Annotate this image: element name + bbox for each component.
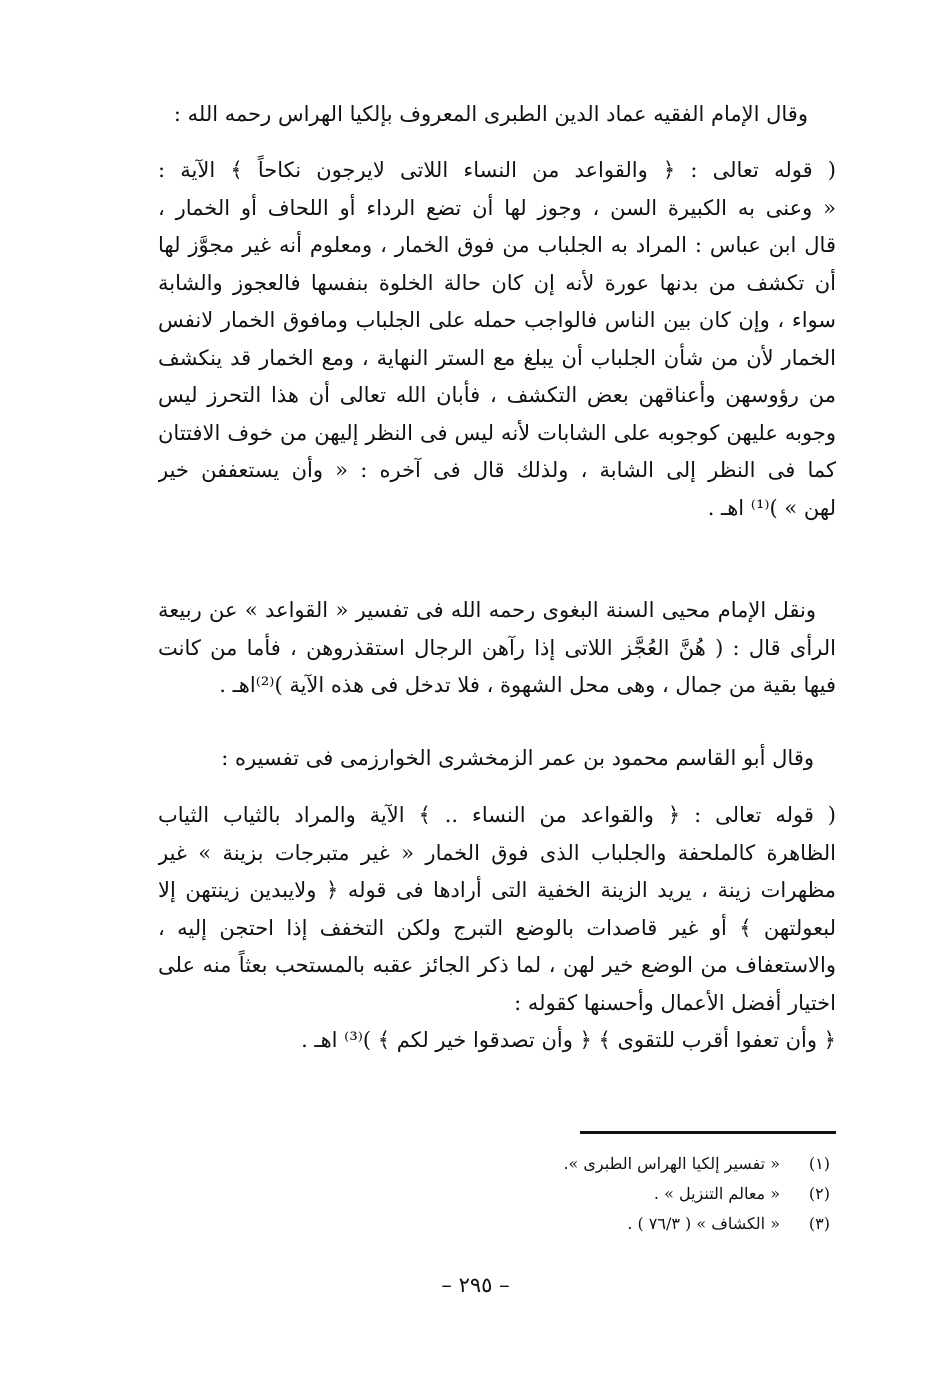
paragraph-zamakhshari-quote	[158, 797, 836, 1060]
text-line: وقال أبو القاسم محمود بن عمر الزمخشرى الخوارزمى فى تفسيره :	[221, 746, 814, 770]
text-line: كما فى النظر إلى الشابة ، ولذلك قال فى آخره : « وأن يستعففن خير	[158, 458, 836, 482]
footnote-number: (١)	[808, 1153, 830, 1173]
paragraph-harras-quote	[158, 152, 836, 527]
text-line: ( قوله تعالى : ﴿ والقواعد من النساء اللاتى لايرجون نكاحاً ﴾ الآية :	[158, 158, 836, 182]
text-line: مظهرات زينة ، يريد الزينة الخفية التى أرادها فى قوله ﴿ ولايبدين زينتهن إلا	[158, 878, 836, 902]
text-line: ﴿ وأن تعفوا أقرب للتقوى ﴾ ﴿ وأن تصدقوا خير لكم ﴾ )⁽³⁾ اهـ .	[301, 1028, 836, 1052]
footnote-text: « الكشاف » ( ٧٦/٣ ) .	[627, 1213, 780, 1233]
text-line: لهن » )⁽¹⁾ اهـ .	[707, 495, 836, 520]
footnote-item	[400, 1178, 830, 1208]
paragraph-baghawi	[158, 592, 836, 705]
text-line: الرأى قال : ( هُنَّ العُجَّز اللاتى إذا رآهن الرجال استقذروهن ، فأما من كانت	[158, 635, 836, 660]
footnote-item	[400, 1208, 830, 1238]
text-line: فيها بقية من جمال ، وهى محل الشهوة ، فلا تدخل فى هذه الآية )⁽²⁾اهـ .	[219, 673, 836, 697]
text-line: الظاهرة كالملحفة والجلباب الذى فوق الخمار « غير متبرجات بزينة » غير	[158, 840, 836, 865]
paragraph-intro-harras	[158, 96, 836, 134]
footnote-separator	[580, 1131, 836, 1134]
text-line: اختيار أفضل الأعمال وأحسنها كقوله :	[514, 990, 836, 1015]
footnote-item	[400, 1148, 830, 1178]
text-line: وقال الإمام الفقيه عماد الدين الطبرى المعروف بإلكيا الهراس رحمه الله :	[173, 102, 808, 126]
text-line: والاستعفاف من الوضع خير لهن ، لما ذكر الجائز عقبه بالمستحب بعثاً منه على	[158, 953, 836, 977]
text-line: وجوبه عليهن كوجوبه على الشابات لأنه ليس فى النظر إليهن من خوف الافتتان	[158, 420, 836, 445]
page-number: – ٢٩٥ –	[441, 1273, 510, 1297]
text-line: من رؤوسهن وأعناقهن بعض التكشف ، فأبان الله تعالى أن هذا التحرز ليس	[158, 383, 836, 407]
footnote-number: (٣)	[808, 1213, 830, 1233]
text-line: ونقل الإمام محيى السنة البغوى رحمه الله فى تفسير « القواعد » عن ربيعة	[158, 598, 816, 622]
footnote-text: « معالم التنزيل » .	[653, 1183, 780, 1203]
footnotes	[400, 1148, 830, 1238]
text-line: الخمار لأن من شأن الجلباب أن يبلغ مع الستر النهاية ، ومع الخمار قد ينكشف	[158, 345, 836, 370]
text-line: « وعنى به الكبيرة السن ، وجوز لها أن تضع الرداء أو اللحاف أو الخمار ،	[158, 195, 836, 220]
text-line: سواء ، وإن كان بين الناس فالواجب حمله على الجلباب ومافوق الخمار لانفس	[158, 308, 836, 332]
footnote-text: « تفسير إلكيا الهراس الطبرى ».	[563, 1153, 780, 1173]
text-line: أن تكشف من بدنها عورة لأنه إن كان حالة الخلوة بنفسها فالعجوز والشابة	[158, 270, 836, 295]
footnote-number: (٢)	[808, 1183, 830, 1203]
text-line: قال ابن عباس : المراد به الجلباب من فوق الخمار ، ومعلوم أنه غير مجوَّز لها	[158, 233, 836, 257]
text-line: ( قوله تعالى : ﴿ والقواعد من النساء .. ﴾ الآية والمراد بالثياب الثياب	[158, 803, 836, 827]
paragraph-intro-zamakhshari	[158, 740, 836, 778]
text-line: لبعولتهن ﴾ أو غير قاصدات بالوضع التبرج ولكن التخفف إذا احتجن إليه ،	[158, 915, 836, 940]
